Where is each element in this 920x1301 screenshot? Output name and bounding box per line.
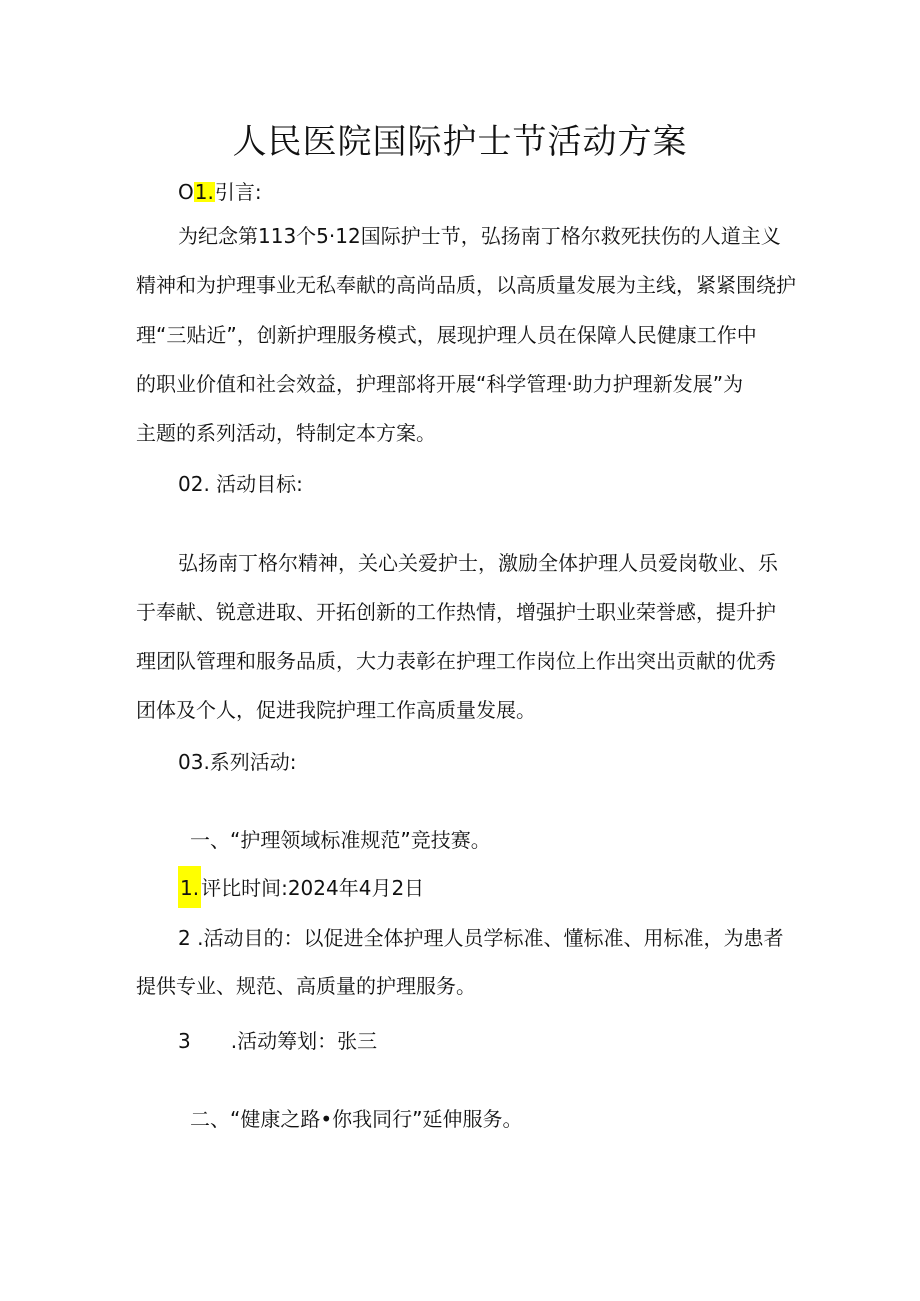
section2-line: 弘扬南丁格尔精神，关心关爱护士，激励全体护理人员爱岗敬业、乐 — [178, 551, 778, 575]
section1-prefix: O — [178, 180, 194, 204]
section1-line: 的职业价值和社会效益，护理部将开展“科学管理·助力护理新发展”为 — [136, 372, 744, 396]
activity1-item2: 2 .活动目的：以促进全体护理人员学标准、懂标准、用标准，为患者 — [178, 926, 784, 950]
activity1-title: 一、“护理领域标准规范”竞技赛。 — [190, 828, 491, 852]
item1-text: 评比时间:2024年4月2日 — [201, 876, 425, 900]
activity1-item2-cont: 提供专业、规范、高质量的护理服务。 — [136, 974, 476, 998]
section1-heading-text: 引言: — [214, 180, 262, 204]
activity1-item3 — [178, 1031, 377, 1051]
activity1-item1 — [178, 878, 424, 908]
section2-heading: 02. 活动目标: — [178, 472, 303, 496]
section1-number-highlight: 1. — [194, 180, 214, 204]
item3-number: 3 — [178, 1029, 191, 1053]
section1-line: 为纪念第113个5·12国际护士节，弘扬南丁格尔救死扶伤的人道主义 — [178, 224, 781, 248]
item1-number-highlight: 1. — [178, 866, 201, 908]
section1-line: 主题的系列活动，特制定本方案。 — [136, 421, 436, 445]
section1-line: 理“三贴近”，创新护理服务模式，展现护理人员在保障人民健康工作中 — [136, 323, 757, 347]
activity2-title: 二、“健康之路•你我同行”延伸服务。 — [190, 1107, 523, 1131]
section1-heading — [178, 182, 262, 202]
section2-line: 于奉献、锐意进取、开拓创新的工作热情，增强护士职业荣誉感，提升护 — [136, 600, 776, 624]
document-title: 人民医院国际护士节活动方案 — [232, 122, 688, 162]
item3-text: .活动筹划：张三 — [230, 1029, 378, 1053]
section1-line: 精神和为护理事业无私奉献的高尚品质，以高质量发展为主线，紧紧围绕护 — [136, 273, 796, 297]
section2-line: 团体及个人，促进我院护理工作高质量发展。 — [136, 698, 536, 722]
section3-heading: 03.系列活动: — [178, 750, 297, 774]
section2-line: 理团队管理和服务品质，大力表彰在护理工作岗位上作出突出贡献的优秀 — [136, 649, 776, 673]
